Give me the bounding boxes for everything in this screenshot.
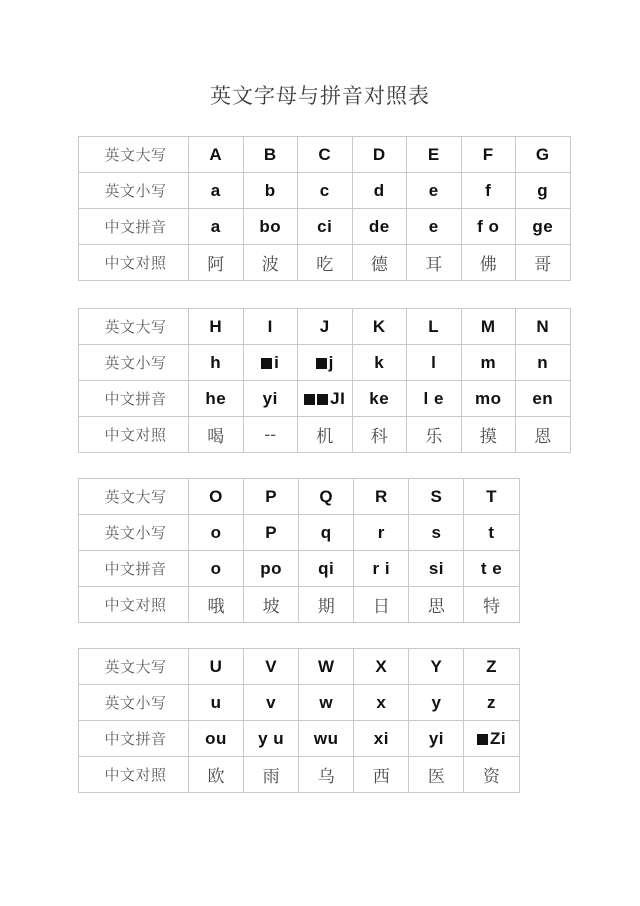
cell-lowercase: l <box>407 345 462 381</box>
cell-lowercase: d <box>352 173 407 209</box>
cell-lowercase: i <box>243 345 298 381</box>
cell-lowercase: g <box>516 173 571 209</box>
cell-uppercase: F <box>461 137 516 173</box>
cell-chinese: -- <box>243 417 298 453</box>
row-label-pinyin: 中文拼音 <box>79 551 189 587</box>
cell-pinyin: xi <box>354 721 409 757</box>
cell-pinyin: ge <box>516 209 571 245</box>
cell-pinyin: si <box>409 551 464 587</box>
row-label-lowercase: 英文小写 <box>79 515 189 551</box>
row-label-chinese: 中文对照 <box>79 417 189 453</box>
cell-uppercase: A <box>189 137 244 173</box>
cell-chinese: 乌 <box>299 757 354 793</box>
table-row <box>79 515 520 551</box>
cell-lowercase: x <box>354 685 409 721</box>
cell-pinyin: y u <box>244 721 299 757</box>
table-row <box>79 649 520 685</box>
cell-chinese: 耳 <box>407 245 462 281</box>
cell-uppercase: G <box>516 137 571 173</box>
cell-pinyin: a <box>189 209 244 245</box>
cell-pinyin: t e <box>464 551 519 587</box>
cell-lowercase: s <box>409 515 464 551</box>
cell-pinyin: mo <box>461 381 516 417</box>
cell-chinese: 资 <box>464 757 519 793</box>
cell-uppercase: M <box>461 309 516 345</box>
cell-lowercase: f <box>461 173 516 209</box>
cell-uppercase: W <box>299 649 354 685</box>
cell-uppercase: N <box>516 309 571 345</box>
cell-uppercase: E <box>407 137 462 173</box>
table-row <box>79 309 571 345</box>
cell-pinyin: de <box>352 209 407 245</box>
cell-lowercase: n <box>516 345 571 381</box>
cell-lowercase: e <box>407 173 462 209</box>
row-label-uppercase: 英文大写 <box>79 137 189 173</box>
alphabet-table-4 <box>78 648 520 793</box>
cell-uppercase: S <box>409 479 464 515</box>
cell-uppercase: R <box>354 479 409 515</box>
row-label-pinyin: 中文拼音 <box>79 381 189 417</box>
row-label-uppercase: 英文大写 <box>79 649 189 685</box>
cell-pinyin: r i <box>354 551 409 587</box>
cell-uppercase: I <box>243 309 298 345</box>
row-label-chinese: 中文对照 <box>79 757 189 793</box>
cell-chinese: 摸 <box>461 417 516 453</box>
cell-lowercase: j <box>298 345 353 381</box>
row-label-uppercase: 英文大写 <box>79 479 189 515</box>
cell-pinyin: l e <box>407 381 462 417</box>
cell-lowercase: m <box>461 345 516 381</box>
cell-chinese: 喝 <box>189 417 244 453</box>
cell-chinese: 雨 <box>244 757 299 793</box>
cell-lowercase: r <box>354 515 409 551</box>
cell-chinese: 哦 <box>189 587 244 623</box>
cell-pinyin: wu <box>299 721 354 757</box>
cell-lowercase: b <box>243 173 298 209</box>
cell-uppercase: B <box>243 137 298 173</box>
cell-pinyin: JI <box>298 381 353 417</box>
cell-chinese: 西 <box>354 757 409 793</box>
cell-pinyin: f o <box>461 209 516 245</box>
cell-chinese: 波 <box>243 245 298 281</box>
table-row <box>79 587 520 623</box>
cell-uppercase: Z <box>464 649 519 685</box>
cell-uppercase: U <box>189 649 244 685</box>
row-label-chinese: 中文对照 <box>79 245 189 281</box>
alphabet-table-2 <box>78 308 571 453</box>
cell-lowercase: y <box>409 685 464 721</box>
table-row <box>79 479 520 515</box>
cell-chinese: 德 <box>352 245 407 281</box>
cell-chinese: 佛 <box>461 245 516 281</box>
row-label-chinese: 中文对照 <box>79 587 189 623</box>
cell-pinyin: ke <box>352 381 407 417</box>
cell-lowercase: o <box>189 515 244 551</box>
cell-chinese: 吃 <box>298 245 353 281</box>
alphabet-table-1 <box>78 136 571 281</box>
cell-lowercase: k <box>352 345 407 381</box>
table-row <box>79 345 571 381</box>
cell-uppercase: J <box>298 309 353 345</box>
missing-glyph-box <box>477 734 488 745</box>
cell-uppercase: T <box>464 479 519 515</box>
cell-uppercase: X <box>354 649 409 685</box>
table-row <box>79 209 571 245</box>
cell-pinyin: qi <box>299 551 354 587</box>
cell-chinese: 乐 <box>407 417 462 453</box>
cell-lowercase: q <box>299 515 354 551</box>
cell-uppercase: Q <box>299 479 354 515</box>
table-row <box>79 417 571 453</box>
cell-uppercase: Y <box>409 649 464 685</box>
cell-uppercase: K <box>352 309 407 345</box>
cell-pinyin: en <box>516 381 571 417</box>
cell-chinese: 期 <box>299 587 354 623</box>
table-row <box>79 685 520 721</box>
table-row <box>79 721 520 757</box>
cell-uppercase: C <box>298 137 353 173</box>
row-label-lowercase: 英文小写 <box>79 173 189 209</box>
table-row <box>79 381 571 417</box>
cell-uppercase: O <box>189 479 244 515</box>
cell-chinese: 日 <box>354 587 409 623</box>
row-label-uppercase: 英文大写 <box>79 309 189 345</box>
cell-lowercase: t <box>464 515 519 551</box>
cell-pinyin: o <box>189 551 244 587</box>
cell-chinese: 思 <box>409 587 464 623</box>
cell-pinyin: ci <box>298 209 353 245</box>
alphabet-table-3 <box>78 478 520 623</box>
cell-chinese: 恩 <box>516 417 571 453</box>
cell-lowercase: u <box>189 685 244 721</box>
cell-chinese: 医 <box>409 757 464 793</box>
cell-lowercase: P <box>244 515 299 551</box>
cell-lowercase: c <box>298 173 353 209</box>
cell-uppercase: H <box>189 309 244 345</box>
cell-uppercase: D <box>352 137 407 173</box>
cell-chinese: 坡 <box>244 587 299 623</box>
cell-pinyin: he <box>189 381 244 417</box>
row-label-pinyin: 中文拼音 <box>79 721 189 757</box>
cell-lowercase: a <box>189 173 244 209</box>
cell-pinyin: ou <box>189 721 244 757</box>
cell-chinese: 特 <box>464 587 519 623</box>
cell-pinyin: yi <box>243 381 298 417</box>
cell-uppercase: V <box>244 649 299 685</box>
table-row <box>79 137 571 173</box>
cell-chinese: 哥 <box>516 245 571 281</box>
cell-pinyin: e <box>407 209 462 245</box>
missing-glyph-box <box>316 358 327 369</box>
cell-lowercase: v <box>244 685 299 721</box>
table-row <box>79 551 520 587</box>
cell-lowercase: h <box>189 345 244 381</box>
cell-chinese: 阿 <box>189 245 244 281</box>
missing-glyph-box <box>317 394 328 405</box>
cell-uppercase: P <box>244 479 299 515</box>
row-label-lowercase: 英文小写 <box>79 345 189 381</box>
row-label-lowercase: 英文小写 <box>79 685 189 721</box>
cell-uppercase: L <box>407 309 462 345</box>
cell-lowercase: w <box>299 685 354 721</box>
cell-lowercase: z <box>464 685 519 721</box>
missing-glyph-box <box>261 358 272 369</box>
row-label-pinyin: 中文拼音 <box>79 209 189 245</box>
cell-chinese: 科 <box>352 417 407 453</box>
cell-chinese: 机 <box>298 417 353 453</box>
missing-glyph-box <box>304 394 315 405</box>
page-title: 英文字母与拼音对照表 <box>210 84 430 108</box>
table-row <box>79 173 571 209</box>
cell-pinyin: yi <box>409 721 464 757</box>
table-row <box>79 245 571 281</box>
cell-pinyin: po <box>244 551 299 587</box>
cell-pinyin: bo <box>243 209 298 245</box>
cell-pinyin: Zi <box>464 721 519 757</box>
table-row <box>79 757 520 793</box>
cell-chinese: 欧 <box>189 757 244 793</box>
